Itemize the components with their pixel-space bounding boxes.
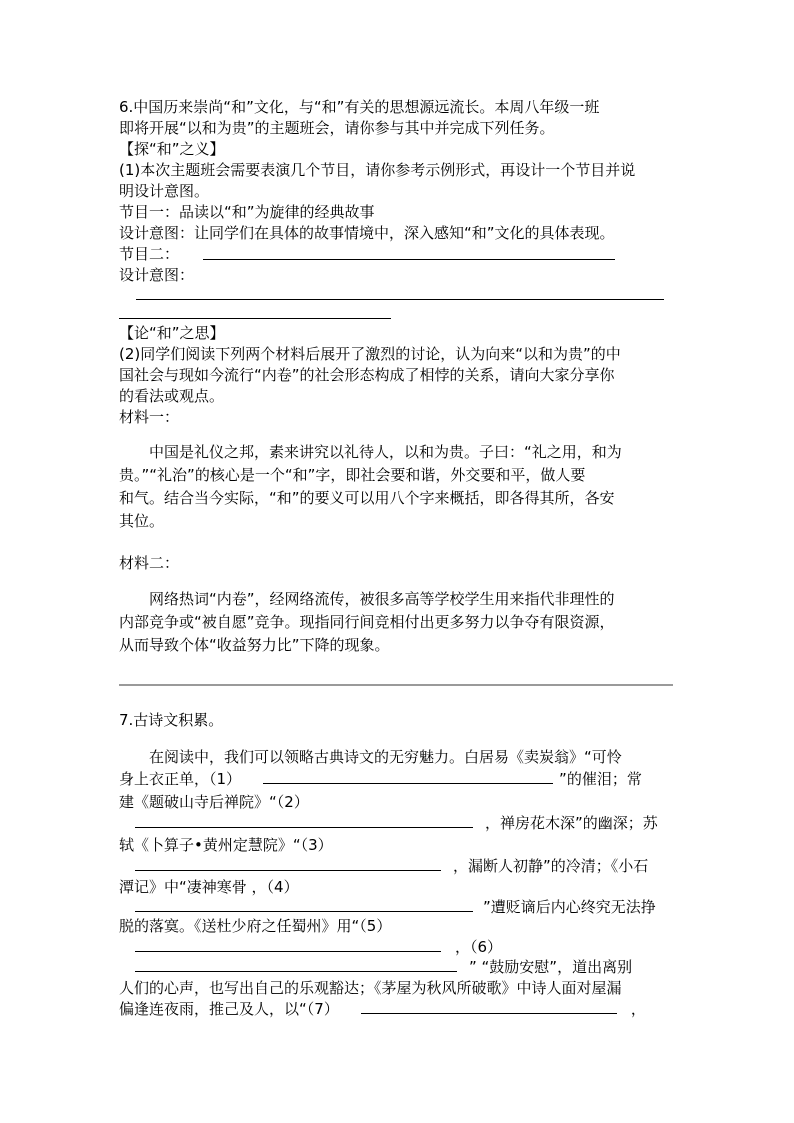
q7-title: 7.古诗文积累。 (119, 711, 224, 729)
q7-line-2-prefix: 身上衣正单，（1） (119, 770, 242, 788)
q7-line-9: 脱的落寞。《送杜少府之任蜀州》用“（5） (119, 917, 392, 935)
q7-line-10-suffix: ，（6） (455, 938, 503, 956)
intent-2-answer-line-2[interactable] (119, 318, 391, 319)
q6-task-2-line-2: 国社会与现如今流行“内卷”的社会形态构成了相悖的关系，请向大家分享你 (119, 366, 615, 384)
material-2-line-2: 内部竞争或“被自愿”竞争。现指同行间竞相付出更多努力以争夺有限资源， (119, 613, 615, 631)
q7-line-11 (119, 957, 632, 977)
q7-line-6-suffix: ，漏断人初静”的冷清；《小石 (453, 857, 649, 875)
q6-section-2-title: 【论“和”之思】 (119, 324, 225, 342)
q7-line-5: 轼《卜算子•黄州定慧院》“（3） (119, 836, 333, 854)
poem-blank-2[interactable] (135, 813, 473, 828)
poem-blank-4[interactable] (135, 897, 473, 912)
material-1-line-3: 和气。结合当今实际，“和”的要义可以用八个字来概括，即各得其所，各安 (119, 489, 615, 507)
material-2-line-1: 网络热词“内卷”，经网络流传，被很多高等学校学生用来指代非理性的 (149, 590, 615, 608)
q6-task-2-line-1: (2)同学们阅读下列两个材料后展开了激烈的讨论，认为向来“以和为贵”的中 (119, 345, 621, 363)
q7-line-13-suffix: ， (630, 1000, 646, 1018)
q6-task-1-line-2: 明设计意图。 (119, 182, 210, 200)
material-1-line-2: 贵。”“礼治”的核心是一个“和”字，即社会要和谐，外交要和平，做人要 (119, 466, 586, 484)
intent-2-answer-line-1[interactable] (136, 299, 664, 300)
poem-blank-5[interactable] (135, 937, 441, 952)
q7-line-4 (119, 813, 658, 833)
q6-task-2-line-3: 的看法或观点。 (119, 387, 225, 405)
material-1-line-1: 中国是礼仪之邦，素来讲究以礼待人，以和为贵。子曰：“礼之用，和为 (149, 443, 622, 461)
poem-blank-7[interactable] (361, 999, 617, 1014)
q6-program-2-label: 节目二： (119, 245, 180, 263)
q7-line-1: 在阅读中，我们可以领略古典诗文的无穷魅力。白居易《卖炭翁》“可怜 (149, 748, 622, 766)
q7-line-3: 建《题破山寺后禅院》“（2） (119, 793, 309, 811)
question-separator (119, 684, 673, 686)
material-2-label: 材料二： (119, 554, 180, 572)
q7-line-8 (119, 897, 656, 917)
q6-intent-1: 设计意图：让同学们在具体的故事情境中，深入感知“和”文化的具体表现。 (119, 224, 615, 242)
q6-stem-line-1: 6.中国历来崇尚“和”文化，与“和”有关的思想源远流长。本周八年级一班 (119, 98, 600, 116)
q6-section-1-title: 【探“和”之义】 (119, 140, 225, 158)
q6-intent-2-label: 设计意图： (119, 266, 195, 284)
q6-program-1: 节目一：品读以“和”为旋律的经典故事 (119, 203, 375, 221)
q7-line-13 (119, 999, 646, 1019)
material-2-line-3: 从而导致个体“收益努力比”下降的现象。 (119, 636, 390, 654)
material-1-label: 材料一： (119, 408, 180, 426)
poem-blank-3[interactable] (135, 856, 441, 871)
q7-line-8-suffix: ”遭贬谪后内心终究无法挣 (483, 898, 656, 916)
program-2-answer-line[interactable] (203, 259, 615, 260)
q7-line-7: 潭记》中“凄神寒骨 ，（4） (119, 878, 299, 896)
q7-line-4-suffix: ，禅房花木深”的幽深；苏 (485, 814, 658, 832)
poem-blank-6[interactable] (135, 957, 457, 972)
q7-line-10 (119, 937, 502, 957)
q7-line-11-suffix: ” “鼓励安慰”，道出离别 (469, 958, 633, 976)
q7-line-13-prefix: 偏逢连夜雨，推己及人，以“（7） (119, 1000, 339, 1018)
q7-line-12: 人们的心声，也写出自己的乐观豁达；《茅屋为秋风所破歌》中诗人面对屋漏 (119, 979, 622, 997)
q6-task-1-line-1: (1)本次主题班会需要表演几个节目，请你参考示例形式，再设计一个节目并说 (119, 161, 636, 179)
q7-line-2-suffix: ”的催泪；常 (559, 770, 642, 788)
poem-blank-1[interactable] (263, 769, 553, 784)
material-1-line-4: 其位。 (119, 512, 165, 530)
q6-stem-line-2: 即将开展“以和为贵”的主题班会，请你参与其中并完成下列任务。 (119, 119, 555, 137)
q7-line-6 (119, 856, 648, 876)
q7-line-2 (119, 769, 642, 789)
